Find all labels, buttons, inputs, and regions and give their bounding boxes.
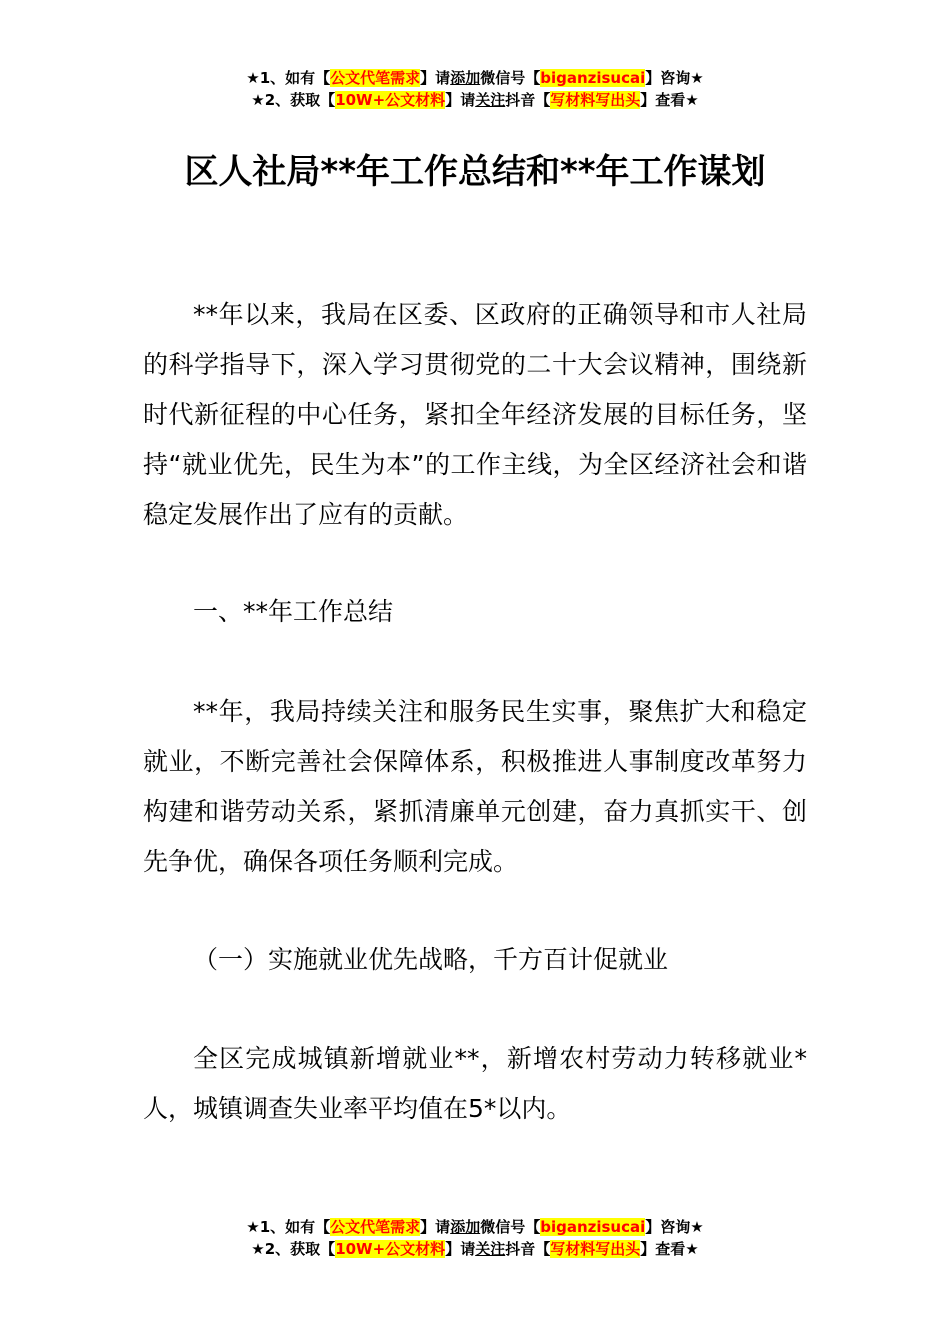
promo-underlined: 添加: [450, 1218, 481, 1236]
subsection-paragraph: 全区完成城镇新增就业**，新增农村劳动力转移就业*人，城镇调查失业率平均值在5*以内。: [143, 1044, 807, 1123]
promo-text: 】请: [445, 91, 476, 109]
promo-douyin-id: 写材料写出头: [550, 1240, 641, 1258]
promo-line-1: [0, 1216, 950, 1238]
promo-highlight: 公文代笔需求: [330, 1218, 421, 1236]
promo-text: 抖音【: [505, 1240, 551, 1258]
section-paragraph: **年，我局持续关注和服务民生实事，聚焦扩大和稳定就业，不断完善社会保障体系，积极推进人事制度改革努力构建和谐劳动关系，紧抓清廉单元创建，奋力真抓实干、创先争优，确保各项任务顺利完成。: [143, 697, 807, 876]
section-1-block: [143, 687, 807, 887]
promo-text: 】查看★: [640, 1240, 699, 1258]
intro-paragraph: **年以来，我局在区委、区政府的正确领导和市人社局的科学指导下，深入学习贯彻党的二十大会议精神，围绕新时代新征程的中心任务，紧扣全年经济发展的目标任务，坚持“就业优先，民生为本”的工作主线，为全区经济社会和谐稳定发展作出了应有的贡献。: [143, 300, 807, 529]
promo-text: 】咨询★: [645, 1218, 704, 1236]
promo-highlight: 10W+公文材料: [335, 91, 446, 109]
promo-text: 】咨询★: [645, 69, 704, 87]
section-heading: 一、**年工作总结: [193, 597, 394, 626]
subsection-1-heading-block: [143, 935, 807, 985]
promo-text: 抖音【: [505, 91, 551, 109]
top-promo-banner: [0, 67, 950, 111]
promo-line-1: [0, 67, 950, 89]
promo-text: 】请: [420, 69, 451, 87]
promo-text: 】请: [445, 1240, 476, 1258]
subsection-heading: （一）实施就业优先战略，千方百计促就业: [193, 945, 669, 974]
promo-douyin-id: 写材料写出头: [550, 91, 641, 109]
bottom-promo-banner: [0, 1216, 950, 1260]
promo-text: ★1、如有【: [246, 1218, 331, 1236]
promo-highlight: 10W+公文材料: [335, 1240, 446, 1258]
promo-underlined: 添加: [450, 69, 481, 87]
promo-text: ★2、获取【: [251, 1240, 336, 1258]
promo-underlined: 关注: [475, 91, 506, 109]
promo-text: 】查看★: [640, 91, 699, 109]
subsection-1-block: [143, 1034, 807, 1134]
promo-text: 微信号【: [480, 69, 541, 87]
promo-line-2: [0, 89, 950, 111]
promo-wechat-id: biganzisucai: [540, 69, 646, 87]
promo-underlined: 关注: [475, 1240, 506, 1258]
promo-text: ★1、如有【: [246, 69, 331, 87]
promo-text: 】请: [420, 1218, 451, 1236]
promo-text: 微信号【: [480, 1218, 541, 1236]
promo-highlight: 公文代笔需求: [330, 69, 421, 87]
promo-text: ★2、获取【: [251, 91, 336, 109]
document-title: 区人社局**年工作总结和**年工作谋划: [184, 152, 766, 192]
promo-wechat-id: biganzisucai: [540, 1218, 646, 1236]
section-1-heading-block: [143, 587, 807, 637]
intro-block: [143, 290, 807, 540]
promo-line-2: [0, 1238, 950, 1260]
